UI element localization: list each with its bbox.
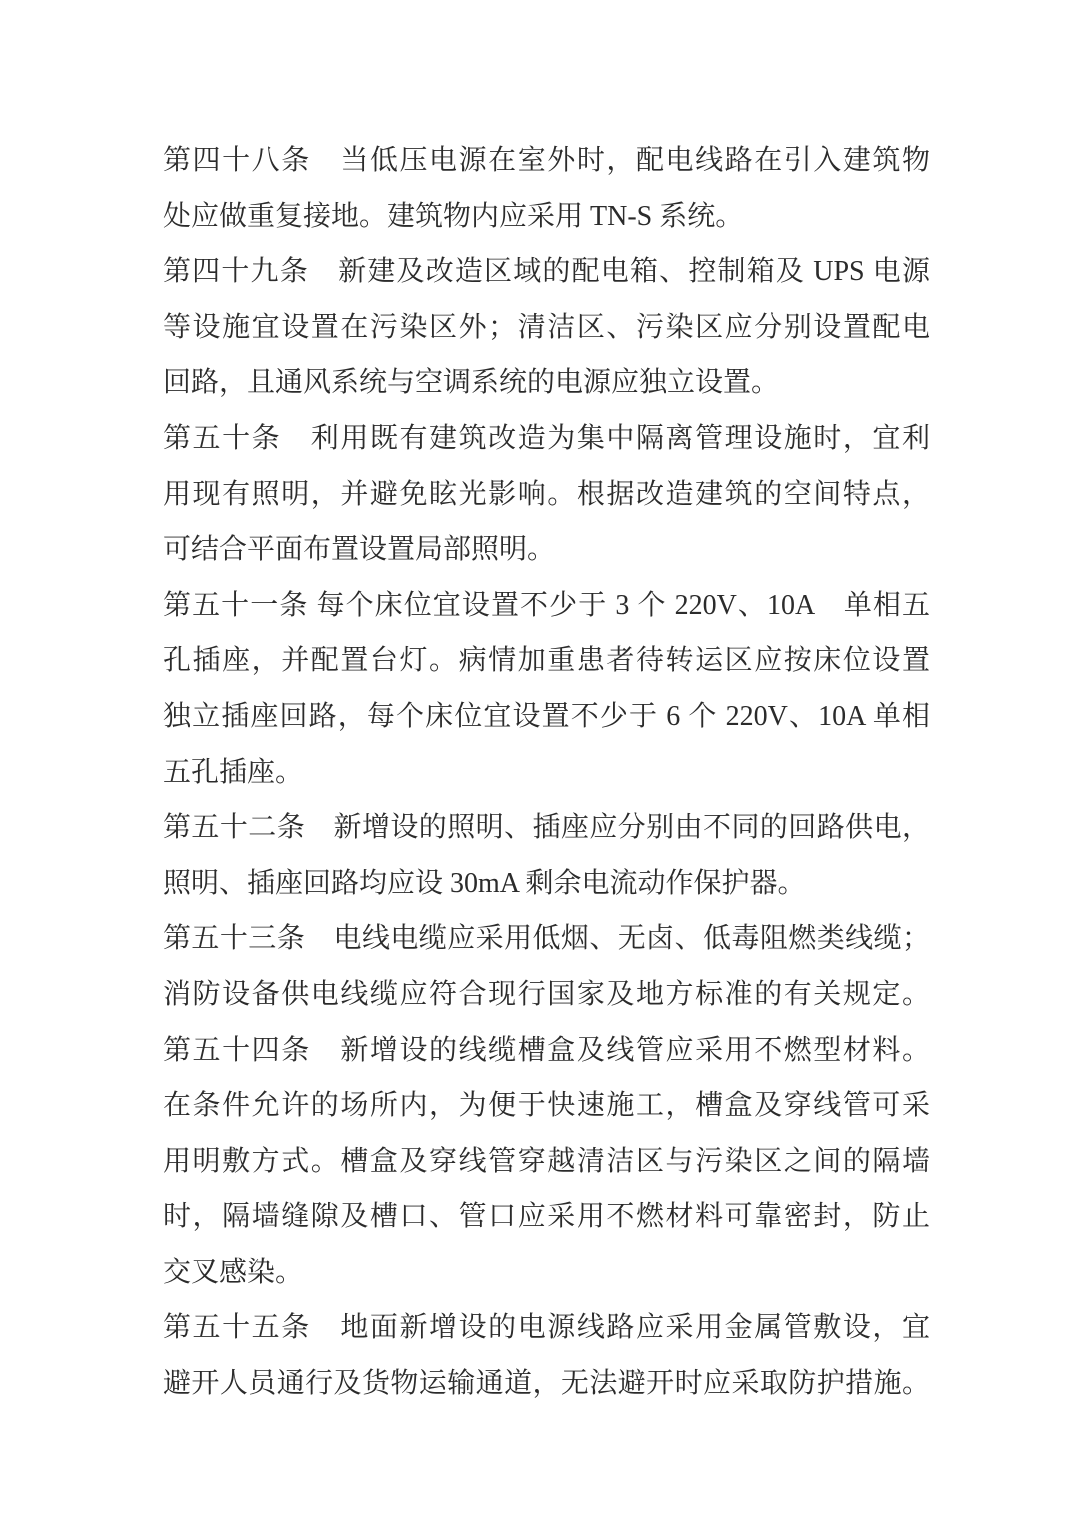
text-line: 第五十条 利用既有建筑改造为集中隔离管理设施时，宜利 — [163, 422, 930, 454]
text-line: 照明、插座回路均应设 30mA 剩余电流动作保护器。 — [163, 867, 806, 899]
text-line: 时，隔墙缝隙及槽口、管口应采用不燃材料可靠密封，防止 — [163, 1201, 930, 1233]
text-line: 第四十八条 当低压电源在室外时，配电线路在引入建筑物 — [163, 145, 930, 176]
text-line: 第五十三条 电线电缆应采用低烟、无卤、低毒阻燃类线缆； — [163, 923, 930, 955]
text-line: 处应做重复接地。建筑物内应采用 TN-S 系统。 — [163, 200, 744, 232]
text-line: 第五十二条 新增设的照明、插座应分别由不同的回路供电， — [163, 812, 930, 844]
text-line: 用现有照明，并避免眩光影响。根据改造建筑的空间特点， — [163, 478, 930, 510]
text-line: 独立插座回路，每个床位宜设置不少于 6 个 220V、10A 单相 — [163, 700, 930, 732]
text-line: 第四十九条 新建及改造区域的配电箱、控制箱及 UPS 电源 — [163, 256, 930, 288]
text-line: 第五十四条 新增设的线缆槽盒及线管应采用不燃型材料。 — [163, 1034, 930, 1066]
text-line: 在条件允许的场所内，为便于快速施工，槽盒及穿线管可采 — [163, 1090, 930, 1122]
text-line: 第五十一条 每个床位宜设置不少于 3 个 220V、10A 单相五 — [163, 589, 930, 621]
text-line: 回路，且通风系统与空调系统的电源应独立设置。 — [163, 367, 780, 399]
text-line: 五孔插座。 — [163, 756, 304, 788]
text-line: 避开人员通行及货物运输通道，无法避开时应采取防护措施。 — [163, 1368, 930, 1400]
text-line: 交叉感染。 — [163, 1256, 304, 1288]
text-line: 消防设备供电线缆应符合现行国家及地方标准的有关规定。 — [163, 978, 930, 1010]
text-line: 等设施宜设置在污染区外；清洁区、污染区应分别设置配电 — [163, 311, 930, 343]
text-line: 孔插座，并配置台灯。病情加重患者待转运区应按床位设置 — [163, 645, 930, 677]
text-line: 第五十五条 地面新增设的电源线路应采用金属管敷设，宜 — [163, 1312, 930, 1344]
document-body — [163, 133, 930, 1412]
text-line: 用明敷方式。槽盒及穿线管穿越清洁区与污染区之间的隔墙 — [163, 1145, 930, 1177]
text-line: 可结合平面布置设置局部照明。 — [163, 534, 556, 566]
